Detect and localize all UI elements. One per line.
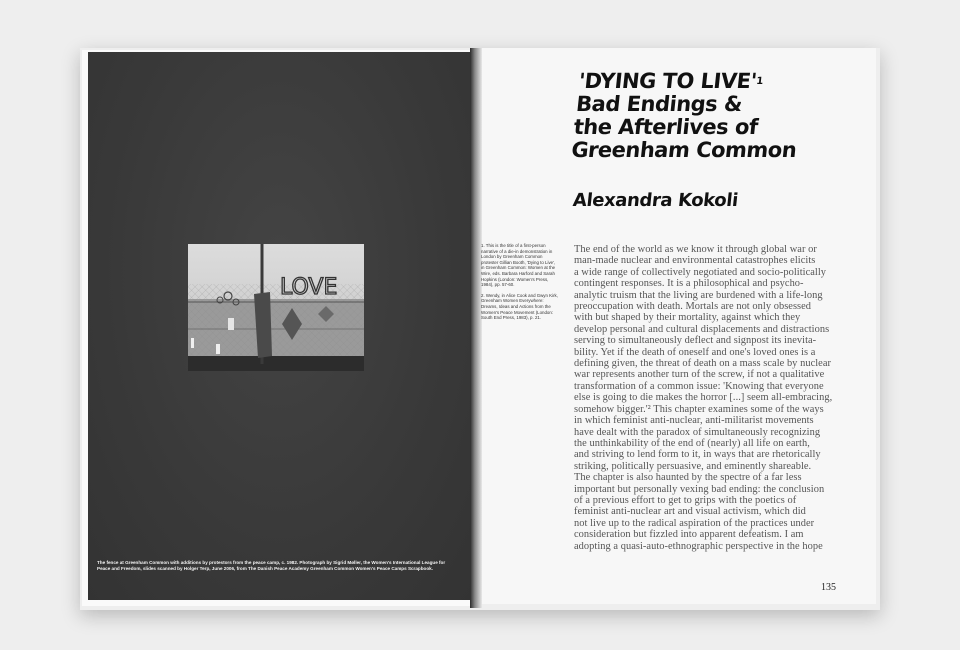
chapter-body-text	[574, 244, 846, 552]
greenham-fence-photo	[188, 244, 364, 371]
book-gutter	[470, 48, 482, 608]
footnote-1: 1. This is the title of a first-person narrative of a die-in demonstration in London by Greenham Common protester Gillian Booth, 'Dying to Live', in Greenham Common: Women at the Wire, eds. Barbara Harford and Sarah Hopkins (London: Women's Press, 1984), pp. 57-60.	[481, 243, 556, 288]
author-name: Alexandra Kokoli	[571, 190, 739, 211]
body-paragraph: The end of the world as we know it through global war or man-made nuclear and environmental catastrophes elicits a wide range of collectively negotiated and socio-politically contingent responses. It is a philosophical and psycho- analytic truism that the living are burdened with a life-long preoccupation with death. Mortals are not only obsessed with but shaped by their mortality, against which they develop personal and cultural displacements and distractions serving to simultaneously deflect and signpost its inevita- bility. Yet if the death of oneself and one's loved ones is a defining given, the threat of death on a mass scale by nuclear war represents another turn of the screw, if not a qualitative transformation of a common issue: 'Knowing that everyone else is going to die makes the horror [...] seem all-embracing, somehow bigger.'² This chapter examines some of the ways in which feminist anti-nuclear, anti-militarist movements have dealt with the paradox of simultaneously recognizing the unthinkability of the end of (nearly) all life on earth, and striving to lend form to it, in ways that are rhetorically striking, politically persuasive, and eminently shareable. The chapter is also haunted by the spectre of a far less important but personally vexing bad ending: the conclusion of a previous effort to get to grips with the poetics of feminist anti-nuclear art and visual activism, which did not live up to the radical aspiration of the practices under consideration but fizzled into apparent defeatism. I am adopting a quasi-auto-ethnographic perspective in the hope	[574, 244, 833, 552]
chapter-title-quote: 'DYING TO LIVE'	[577, 69, 758, 93]
page-number: 135	[821, 582, 836, 593]
photo-caption: The fence at Greenham Common with additions by protestors from the peace camp, c. 1982. Photograph by Sigrid Møller, the Women's International League for Peace and Freedom, slides scanned by Holger Terp, June 2006, from The Danish Peace Academy Greenham Common Women's Peace Camps Scrapbook.	[97, 560, 446, 571]
footnotes	[481, 243, 559, 326]
chapter-title	[570, 70, 850, 162]
title-footnote-marker: 1	[755, 76, 764, 87]
footnote-2: 2. Wendy, in Alice Cook and Gwyn Kirk, Greenham Women Everywhere: Dreams, Ideas and Actions from the Women's Peace Movement (London: South End Press, 1983), p. 21.	[481, 292, 558, 321]
love-graffiti: LOVE	[280, 275, 338, 300]
fence-photo-illustration	[188, 244, 364, 371]
chapter-title-rest: Bad Endings & the Afterlives of Greenham Common	[570, 92, 798, 162]
